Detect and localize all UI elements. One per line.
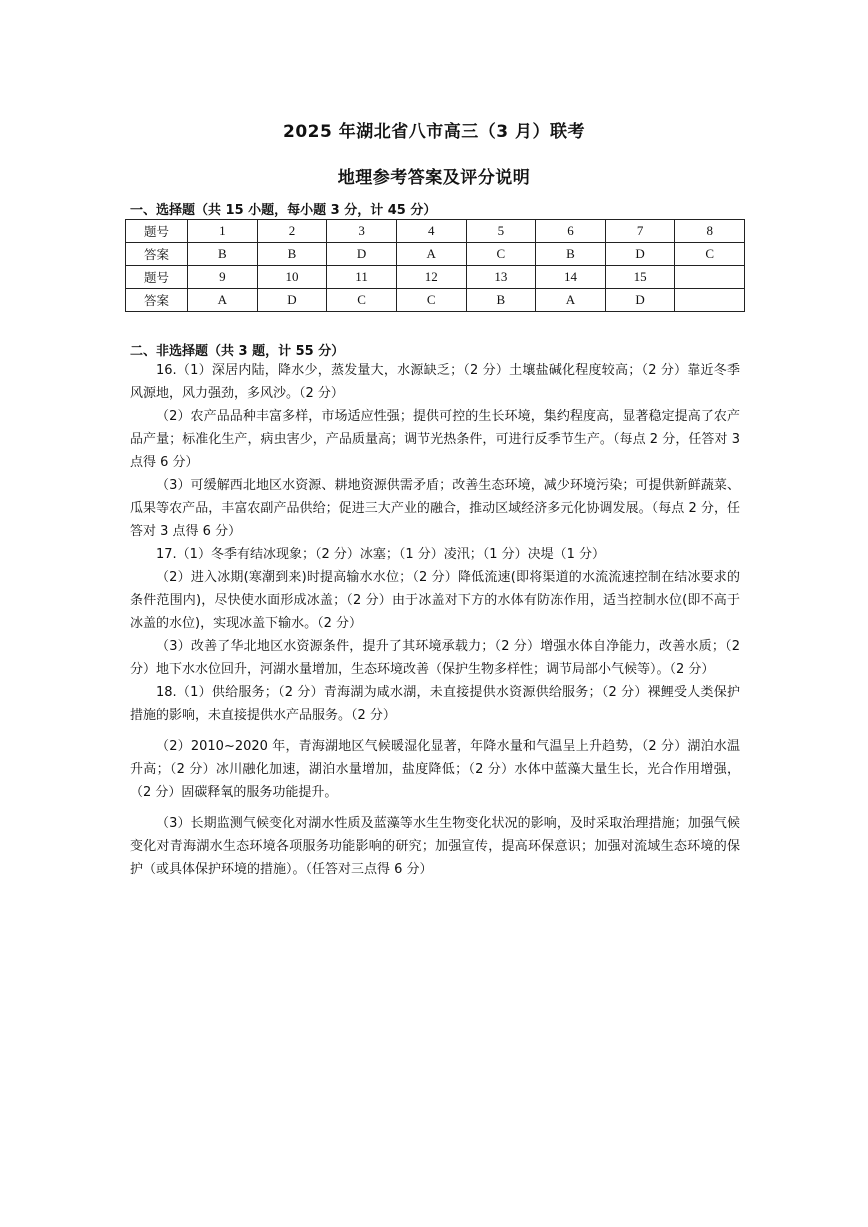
- table-cell: 15: [605, 266, 675, 289]
- table-cell: B: [536, 243, 606, 266]
- table-row: [126, 289, 745, 312]
- table-cell: A: [536, 289, 606, 312]
- answer-paragraph: （2）2010~2020 年，青海湖地区气候暖湿化显著，年降水量和气温呈上升趋势，（2 分）湖泊水温升高；（2 分）冰川融化加速，湖泊水量增加，盐度降低；（2 分）水体中蓝藻大量生长，光合作用增强，（2 分）固碳释氧的服务功能提升。: [130, 739, 740, 800]
- table-cell: 4: [396, 220, 466, 243]
- answer-paragraph: 18.（1）供给服务；（2 分）青海湖为咸水湖，未直接提供水资源供给服务；（2 分）裸鲤受人类保护措施的影响，未直接提供水产品服务。（2 分）: [130, 685, 740, 723]
- table-cell: D: [257, 289, 327, 312]
- table-cell: 8: [675, 220, 745, 243]
- answer-paragraph: （3）长期监测气候变化对湖水性质及蓝藻等水生生物变化状况的影响，及时采取治理措施；加强气候变化对青海湖水生态环境各项服务功能影响的研究；加强宣传，提高环保意识；加强对流域生态环境的保护（或具体保护环境的措施）。（任答对三点得 6 分）: [130, 816, 740, 877]
- table-cell: B: [188, 243, 258, 266]
- table-cell: A: [396, 243, 466, 266]
- table-cell: C: [466, 243, 536, 266]
- table-cell: 13: [466, 266, 536, 289]
- table-cell: 3: [327, 220, 397, 243]
- table-cell: 6: [536, 220, 606, 243]
- answer-paragraph: 16.（1）深居内陆，降水少，蒸发量大，水源缺乏；（2 分）土壤盐碱化程度较高；（2 分）靠近冬季风源地，风力强劲，多风沙。（2 分）: [130, 363, 740, 401]
- page-subtitle: 地理参考答案及评分说明: [337, 168, 531, 188]
- table-cell: [675, 266, 745, 289]
- table-row: [126, 266, 745, 289]
- table-cell: B: [466, 289, 536, 312]
- answer-paragraph: （3）改善了华北地区水资源条件，提升了其环境承载力；（2 分）增强水体自净能力，改善水质；（2 分）地下水水位回升，河湖水量增加，生态环境改善（保护生物多样性；调节局部小气候等）。（2 分）: [130, 639, 740, 677]
- answer-paragraph: 17.（1）冬季有结冰现象；（2 分）冰塞；（1 分）凌汛；（1 分）决堤（1 分）: [156, 547, 606, 562]
- table-cell: 12: [396, 266, 466, 289]
- table-cell: 5: [466, 220, 536, 243]
- answer-paragraph: （2）农产品品种丰富多样，市场适应性强；提供可控的生长环境，集约程度高，显著稳定提高了农产品产量；标准化生产，病虫害少，产品质量高；调节光热条件，可进行反季节生产。（每点 2 分，任答对 3 点得 6 分）: [130, 409, 740, 470]
- table-cell: C: [327, 289, 397, 312]
- answer-paragraph: （3）可缓解西北地区水资源、耕地资源供需矛盾；改善生态环境，减少环境污染；可提供新鲜蔬菜、瓜果等农产品，丰富农副产品供给；促进三大产业的融合，推动区域经济多元化协调发展。（每点 2 分，任答对 3 点得 6 分）: [130, 478, 740, 539]
- table-cell: 9: [188, 266, 258, 289]
- row-label: 答案: [126, 243, 188, 266]
- table-row: [126, 243, 745, 266]
- table-cell: [675, 289, 745, 312]
- table-cell: D: [327, 243, 397, 266]
- row-label: 答案: [126, 289, 188, 312]
- answer-table: [125, 219, 745, 312]
- table-cell: D: [605, 289, 675, 312]
- page-title: 2025 年湖北省八市高三（3 月）联考: [283, 122, 585, 142]
- table-cell: C: [675, 243, 745, 266]
- table-cell: A: [188, 289, 258, 312]
- table-cell: 7: [605, 220, 675, 243]
- table-row: [126, 220, 745, 243]
- answer-paragraph: （2）进入冰期(寒潮到来)时提高输水水位；（2 分）降低流速(即将渠道的水流流速控制在结冰要求的条件范围内)，尽快使水面形成冰盖；（2 分）由于冰盖对下方的水体有防冻作用，适当控制水位(即不高于冰盖的水位)，实现冰盖下输水。（2 分）: [130, 570, 740, 631]
- table-cell: D: [605, 243, 675, 266]
- table-cell: 1: [188, 220, 258, 243]
- section-heading-nonchoice: 二、非选择题（共 3 题，计 55 分）: [130, 344, 345, 359]
- row-label: 题号: [126, 220, 188, 243]
- section-heading-choice: 一、选择题（共 15 小题，每小题 3 分，计 45 分）: [130, 203, 437, 218]
- table-cell: C: [396, 289, 466, 312]
- answer-body: [130, 359, 740, 881]
- table-cell: 11: [327, 266, 397, 289]
- table-cell: 10: [257, 266, 327, 289]
- row-label: 题号: [126, 266, 188, 289]
- table-cell: 14: [536, 266, 606, 289]
- table-cell: 2: [257, 220, 327, 243]
- table-cell: B: [257, 243, 327, 266]
